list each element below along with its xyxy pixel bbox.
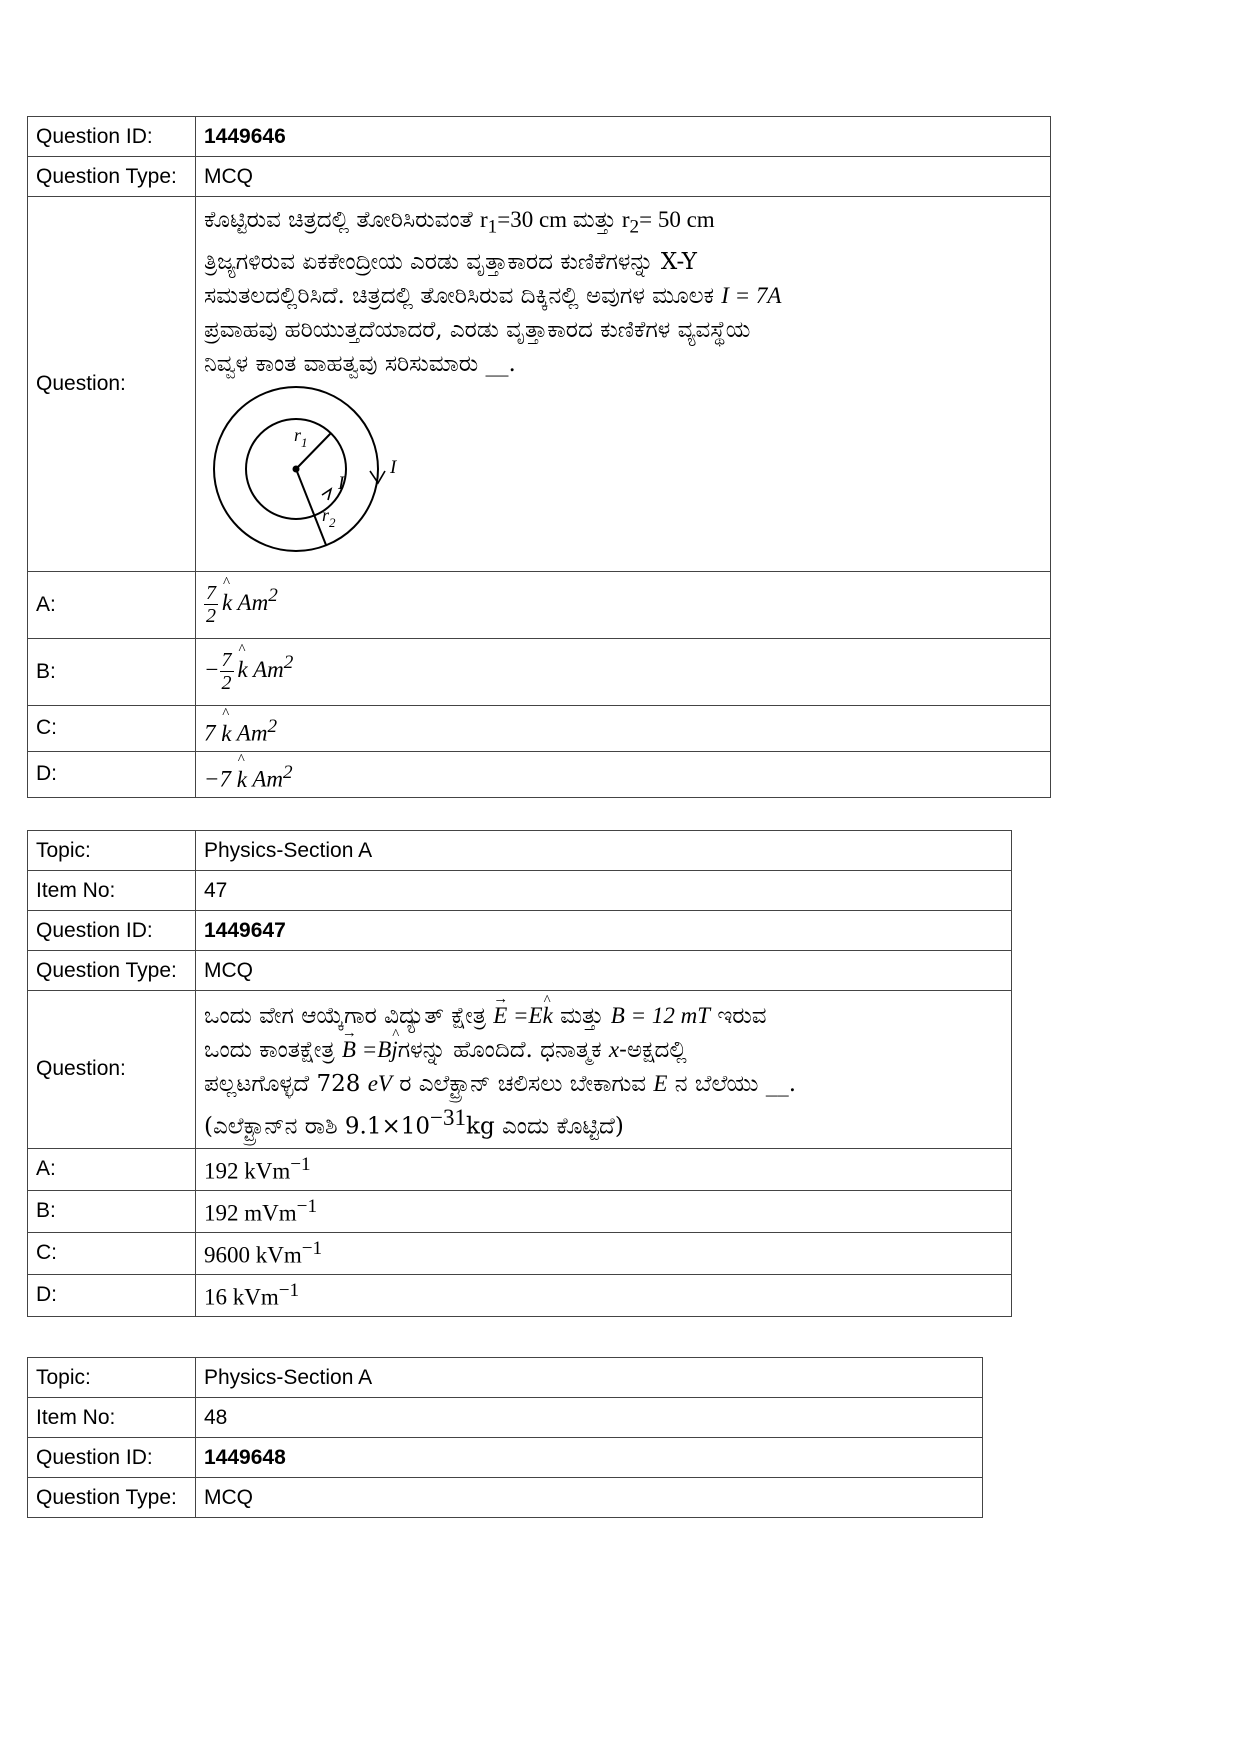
option-b-value: 192 mVm$^{-1}$ — [196, 1190, 1012, 1232]
topic-label: Topic: — [28, 1358, 196, 1398]
option-d-label: D: — [28, 1274, 196, 1316]
question-id-value: 1449648 — [196, 1438, 983, 1478]
question-type-label: Question Type: — [28, 951, 196, 991]
option-c-label: C: — [28, 1232, 196, 1274]
question-type-value: MCQ — [196, 157, 1051, 197]
concentric-loops-diagram — [204, 383, 404, 563]
option-a-label: A: — [28, 571, 196, 638]
option-a-label: A: — [28, 1148, 196, 1190]
topic-value: Physics-Section A — [196, 1358, 983, 1398]
question-table-1449646 — [27, 116, 1051, 798]
option-b-label: B: — [28, 1190, 196, 1232]
question-body — [196, 197, 1051, 572]
question-table-1449648 — [27, 1357, 983, 1518]
item-no-label: Item No: — [28, 1398, 196, 1438]
inner-current-arrow — [322, 489, 331, 500]
item-no-value: 48 — [196, 1398, 983, 1438]
question-label: Question: — [28, 991, 196, 1149]
outer-current-label: I — [390, 456, 397, 478]
option-c-label: C: — [28, 705, 196, 751]
question-id-label: Question ID: — [28, 117, 196, 157]
question-text: ಕೊಟ್ಟಿರುವ ಚಿತ್ರದಲ್ಲಿ ತೋರಿಸಿರುವಂತೆ $r_1=30$ cm ಮತ್ತು $r_2= 50$ cm ತ್ರಿಜ್ಯಗಳಿರುವ ಏಕಕೇಂದ್ರೀಯ ಎರಡು ವೃತ್ತಾಕಾರದ ಕುಣಿಕೆಗಳನ್ನು X-Y ಸಮತಲದಲ್ಲಿರಿಸಿದೆ. ಚಿತ್ರದಲ್ಲಿ ತೋರಿಸಿರುವ ದಿಕ್ಕಿನಲ್ಲಿ ಅವುಗಳ ಮೂಲಕ I = 7A ಪ್ರವಾಹವು ಹರಿಯುತ್ತದೆಯಾದರೆ, ಎರಡು ವೃತ್ತಾಕಾರದ ಕುಣಿಕೆಗಳ ವ್ಯವಸ್ಥೆಯ ನಿವ್ವಳ ಕಾಂತ ವಾಹತ್ವವು ಸರಿಸುಮಾರು __. — [204, 207, 782, 377]
item-no-value: 47 — [196, 871, 1012, 911]
option-c-value: 9600 kVm$^{-1}$ — [196, 1232, 1012, 1274]
option-c-value: 7 ^ k Am$^2$ — [196, 705, 1051, 751]
question-id-value: 1449646 — [196, 117, 1051, 157]
inner-current-label: I — [338, 472, 345, 494]
option-b-label: B: — [28, 638, 196, 705]
question-id-label: Question ID: — [28, 911, 196, 951]
question-type-value: MCQ — [196, 951, 1012, 991]
option-a-value: 192 kVm$^{-1}$ — [196, 1148, 1012, 1190]
r2-label: $r_2$ — [322, 504, 336, 530]
question-text: ಒಂದು ವೇಗ ಆಯ್ಕೆಗಾರ ವಿದ್ಯುತ್ ಕ್ಷೇತ್ರ → E =E^ k ಮತ್ತು B = 12 mT ಇರುವ ಒಂದು ಕಾಂತಕ್ಷೇತ್ರ → B =B^ jಗಳನ್ನು ಹೊಂದಿದೆ. ಧನಾತ್ಮಕ x-ಅಕ್ಷದಲ್ಲಿ ಪಲ್ಲಟಗೊಳ್ಳದೆ 728 eV ರ ಎಲೆಕ್ಟ್ರಾನ್ ಚಲಿಸಲು ಬೇಕಾಗುವ E ನ ಬೆಲೆಯು __. (ಎಲೆಕ್ಟ್ರಾನ್‌ನ ರಾಶಿ $9.1\times 10^{-31}kg$ ಎಂದು ಕೊಟ್ಟಿದೆ) — [196, 991, 1012, 1149]
question-type-label: Question Type: — [28, 1478, 196, 1518]
topic-label: Topic: — [28, 831, 196, 871]
question-table-1449647 — [27, 830, 1012, 1317]
option-d-label: D: — [28, 751, 196, 797]
option-b-value: − $\frac{7}{2}$ ^ k Am$^2$ — [196, 638, 1051, 705]
topic-value: Physics-Section A — [196, 831, 1012, 871]
question-type-value: MCQ — [196, 1478, 983, 1518]
option-a-value: $\frac{7}{2}$ ^ k Am$^2$ — [196, 571, 1051, 638]
item-no-label: Item No: — [28, 871, 196, 911]
r1-label: $r_1$ — [294, 424, 308, 450]
question-id-value: 1449647 — [196, 911, 1012, 951]
option-d-value: −7 ^ k Am$^2$ — [196, 751, 1051, 797]
question-id-label: Question ID: — [28, 1438, 196, 1478]
question-type-label: Question Type: — [28, 157, 196, 197]
question-label: Question: — [28, 197, 196, 572]
option-d-value: 16 kVm$^{-1}$ — [196, 1274, 1012, 1316]
